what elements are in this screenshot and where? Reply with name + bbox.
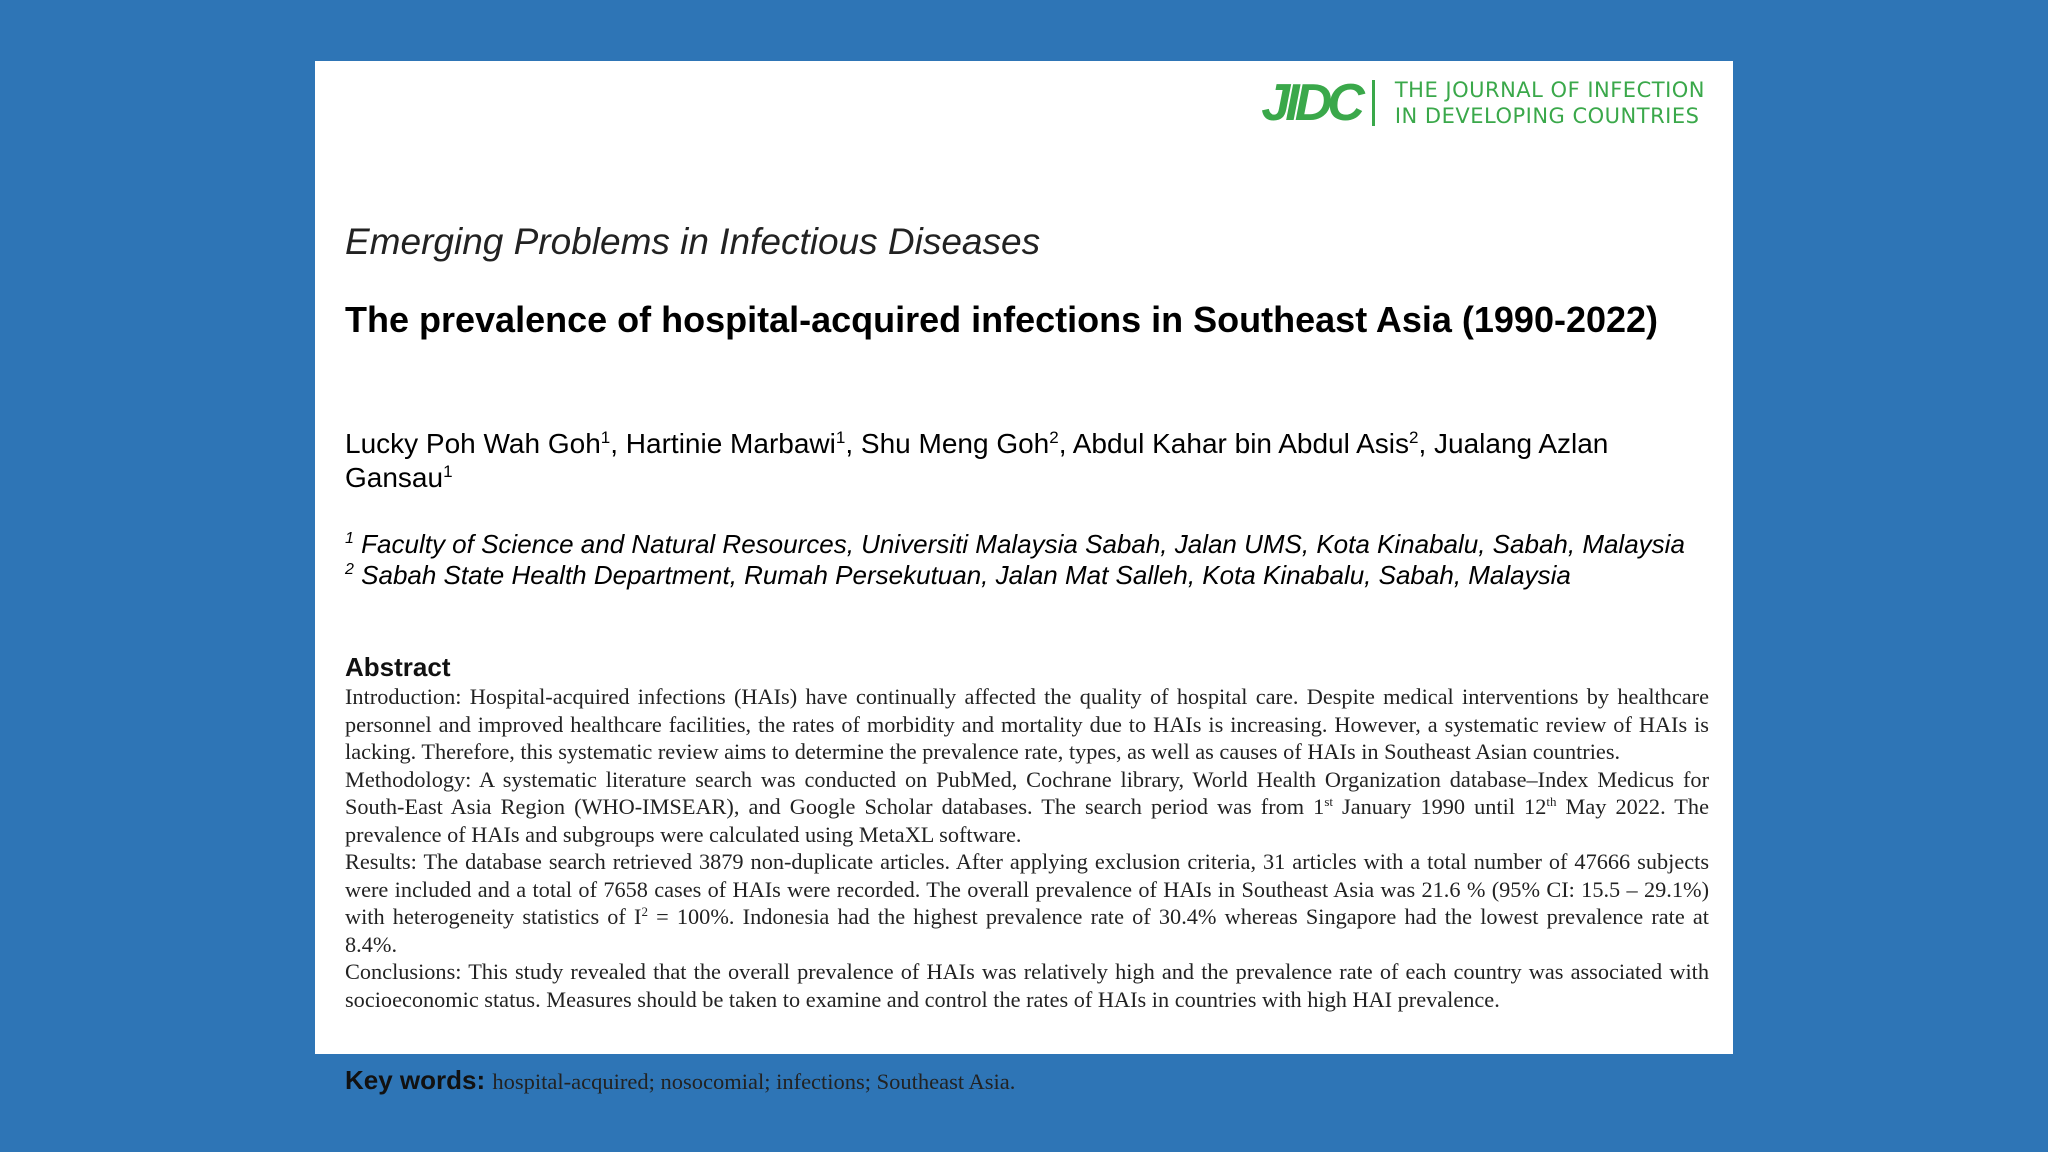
affiliation-item	[345, 560, 1705, 591]
author-affiliation-number: 1	[600, 428, 611, 447]
author-name: Abdul Kahar bin Abdul Asis	[1072, 428, 1409, 459]
affiliation-item	[345, 529, 1705, 560]
abstract-heading: Abstract	[345, 652, 451, 682]
journal-logo-mark: JIDC	[1261, 80, 1374, 126]
abstract-introduction: Introduction: Hospital-acquired infections (HAIs) have continually affected the quality of hospital care. Despite medical interventions by healthcare personnel and improved healthcare facilities, the rates of morbidity and mortality due to HAIs is increasing. However, a systematic review of HAIs is lacking. Therefore, this systematic review aims to determine the prevalence rate, types, as well as causes of HAIs in Southeast Asian countries.	[345, 684, 1709, 764]
affiliation-number: 1	[345, 530, 354, 547]
journal-logo	[1261, 74, 1705, 132]
superscript: 2	[641, 904, 648, 919]
affiliation-text: Sabah State Health Department, Rumah Persekutuan, Jalan Mat Salleh, Kota Kinabalu, Sabah, Malaysia	[361, 560, 1571, 590]
author-name: Jualang Azlan Gansau	[345, 428, 1609, 493]
author-name: Shu Meng Goh	[860, 428, 1050, 459]
abstract-conclusions: Conclusions: This study revealed that the overall prevalence of HAIs was relatively high and the prevalence rate of each country was associated with socioeconomic status. Measures should be taken to examine and control the rates of HAIs in countries with high HAI prevalence.	[345, 959, 1709, 1012]
keywords-text: hospital-acquired; nosocomial; infections; Southeast Asia.	[492, 1069, 1016, 1094]
keywords-label: Key words:	[345, 1065, 486, 1095]
abstract-results	[345, 848, 1709, 958]
journal-name	[1395, 77, 1705, 129]
author-affiliation-number: 1	[835, 428, 846, 447]
author-list: Lucky Poh Wah Goh$^1$, Hartinie Marbawi$^1$, Shu Meng Goh$^2$, Abdul Kahar bin Abdul Asis$^2$, Jualang Azlan Gansau$^1$	[345, 428, 1609, 493]
author-affiliation-number: 1	[443, 462, 453, 481]
abstract-results-text: = 100%. Indonesia had the highest prevalence rate of 30.4% whereas Singapore had the lowest prevalence rate at 8.4%.	[345, 904, 1709, 957]
author-name: Hartinie Marbawi	[625, 428, 836, 459]
abstract-methodology-text: May 2022. The prevalence of HAIs and subgroups were calculated using MetaXL software.	[345, 794, 1709, 847]
abstract-methodology-text: January 1990 until 12	[1333, 794, 1547, 819]
keywords	[345, 1065, 1015, 1096]
abstract-body	[345, 683, 1709, 1013]
ordinal-suffix: st	[1324, 794, 1333, 809]
abstract-results-text: Results: The database search retrieved 3879 non-duplicate articles. After applying exclusion criteria, 31 articles with a total number of 47666 subjects were included and a total of 7658 cases of HAIs were recorded. The overall prevalence of HAIs in Southeast Asia was 21.6 % (95% CI: 15.5 – 29.1%) with heterogeneity statistics of I	[345, 849, 1709, 929]
journal-name-line2: IN DEVELOPING COUNTRIES	[1394, 104, 1700, 128]
affiliation-number: 2	[345, 561, 354, 578]
ordinal-suffix: th	[1546, 794, 1557, 809]
author-affiliation-number: 2	[1049, 428, 1059, 447]
author-name: Lucky Poh Wah Goh	[345, 428, 601, 459]
affiliation-list	[345, 529, 1705, 591]
paper-page	[315, 61, 1733, 1095]
paper-title: The prevalence of hospital-acquired infections in Southeast Asia (1990-2022)	[345, 299, 1659, 340]
journal-name-line1: THE JOURNAL OF INFECTION	[1394, 78, 1705, 102]
abstract-methodology	[345, 766, 1709, 849]
section-label: Emerging Problems in Infectious Diseases	[345, 221, 1041, 262]
affiliation-text: Faculty of Science and Natural Resources, Universiti Malaysia Sabah, Jalan UMS, Kota Kinabalu, Sabah, Malaysia	[361, 529, 1685, 559]
abstract-methodology-text: Methodology: A systematic literature search was conducted on PubMed, Cochrane library, World Health Organization database–Index Medicus for South-East Asia Region (WHO-IMSEAR), and Google Scholar databases. The search period was from 1	[345, 766, 1709, 819]
author-affiliation-number: 2	[1408, 428, 1419, 447]
